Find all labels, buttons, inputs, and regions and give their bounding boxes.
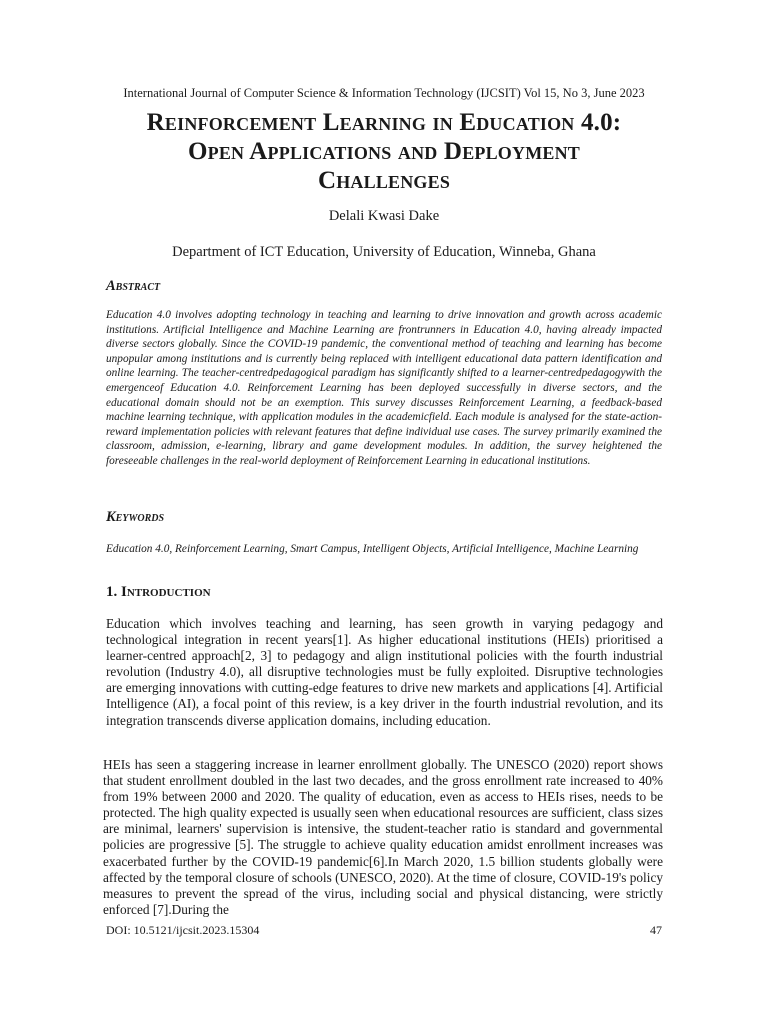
journal-header: International Journal of Computer Science & Information Technology (IJCSIT) Vol 15, No 3, June 2023: [123, 86, 645, 100]
abstract-text: Education 4.0 involves adopting technology in teaching and learning to drive innovation and growth across academic institutions. Artificial Intelligence and Machine Learning are frontrunners in Education 4.0, having already impacted diverse sectors globally. Since the COVID-19 pandemic, the conventional method of teaching and learning has become unpopular among institutions and is currently being replaced with intelligent educational data pattern identification and online learning. The teacher-centredpedagogical paradigm has significantly shifted to a learner-centredpedagogywith the emergenceof Education 4.0. Reinforcement Learning has been deployed successfully in diverse sectors, and the educational domain should not be an exemption. This survey discusses Reinforcement Learning, a feedback-based machine learning technique, with application modules in the academicfield. Each module is analysed for the state-action-reward implementation policies with relevant features that define individual use cases. The survey primarily examined the classroom, admission, e-learning, library and game development modules. In addition, the survey heightened the foreseeable challenges in the real-world deployment of Reinforcement Learning in educational institutions.: [106, 309, 662, 467]
title-line-2: Open Applications and Deployment: [187, 138, 580, 165]
intro-paragraph-2: HEIs has seen a staggering increase in learner enrollment globally. The UNESCO (2020) report shows that student enrollment doubled in the last two decades, and the gross enrollment rate increased to 40% from 19% between 2000 and 2020. The quality of education, even as access to HEIs rises, needs to be protected. The high quality expected is usually seen when educational resources are sufficient, class sizes are minimal, learners' supervision is intensive, the student-teacher ratio is standard and governmental policies are progressive [5]. The struggle to achieve quality education amidst enrollment increases was exacerbated further by the COVID-19 pandemic[6].In March 2020, 1.5 billion students globally were affected by the temporal closure of schools (UNESCO, 2020). At the time of closure, COVID-19's policy measures to prevent the spread of the virus, including social and physical distancing, were strictly enforced [7].During the: [103, 757, 664, 917]
title-line-3: Challenges: [317, 167, 451, 194]
author-name: Delali Kwasi Dake: [328, 208, 440, 224]
page-number: 47: [650, 923, 662, 937]
author-affiliation: Department of ICT Education, University of Education, Winneba, Ghana: [172, 244, 596, 260]
paper-title: [84, 108, 684, 195]
introduction-heading: 1. Introduction: [106, 584, 211, 600]
footer-doi: DOI: 10.5121/ijcsit.2023.15304: [106, 923, 260, 937]
intro-paragraph-1: Education which involves teaching and learning, has seen growth in varying pedagogy and technological integration in recent years[1]. As higher educational institutions (HEIs) prioritised a learner-centred approach[2, 3] to pedagogy and align institutional policies with the fourth industrial revolution (Industry 4.0), all disruptive technologies must be fully exploited. Disruptive technologies are emerging innovations with cutting-edge features to drive new markets and applications [4]. Artificial Intelligence (AI), a focal point of this review, is a key driver in the fourth industrial revolution, and its integration transcends diverse application domains, including education.: [106, 616, 663, 728]
title-line-1: Reinforcement Learning in Education 4.0:: [146, 109, 622, 136]
abstract-heading: Abstract: [106, 278, 161, 294]
keywords-heading: Keywords: [106, 509, 165, 525]
keywords-text: Education 4.0, Reinforcement Learning, Smart Campus, Intelligent Objects, Artificial Intelligence, Machine Learning: [106, 543, 639, 555]
